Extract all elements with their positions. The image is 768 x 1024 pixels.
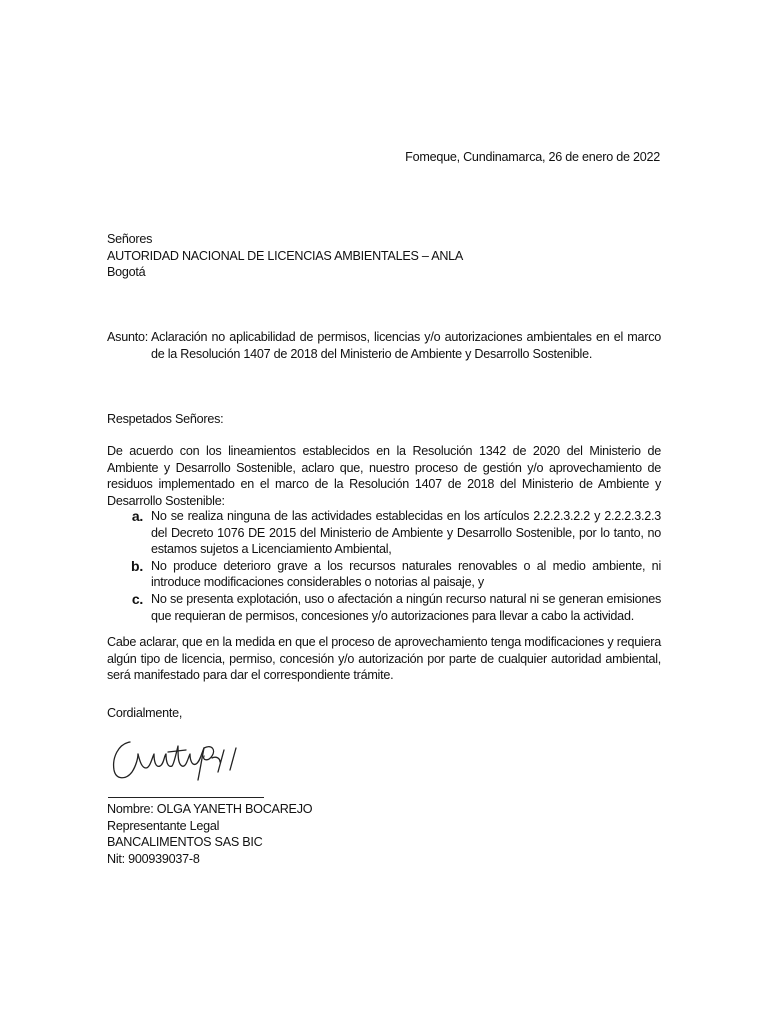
signer-name: Nombre: OLGA YANETH BOCAREJO [107,802,313,816]
list-item-text: No produce deterioro grave a los recursos naturales renovables o al medio ambiente, ni introduce modificaciones considerables o notorias al paisaje, y [151,558,661,590]
recipient-salutation: Señores [107,232,153,246]
intro-paragraph: De acuerdo con los lineamientos establecidos en la Resolución 1342 de 2020 del Ministerio de Ambiente y Desarrollo Sostenible, aclaro que, nuestro proceso de gestión y/o aprovechamiento de residuos implementado en el marco de la Resolución 1407 de 2018 del Ministerio de Ambiente y Desarrollo Sostenible: [107,444,661,508]
list-item-letter: b. [131,557,143,574]
list-item-letter: c. [131,590,143,607]
recipient-city: Bogotá [107,265,146,280]
letter-date: Fomeque, Cundinamarca, 26 de enero de 2022 [405,150,660,164]
signature-line [108,797,264,798]
recipient-block [107,231,661,281]
signer-company: BANCALIMENTOS SAS BIC [107,835,263,850]
signer-role: Representante Legal [107,818,220,833]
list-item [107,558,661,591]
closing-paragraph: Cabe aclarar, que en la medida en que el proceso de aprovechamiento tenga modificaciones y requiera algún tipo de licencia, permiso, concesión y/o autorización por parte de cualquier autoridad ambiental, será manifestado para dar el correspondiente trámite. [107,635,661,683]
greeting: Respetados Señores: [107,412,224,426]
subject-label: Asunto: [107,330,148,344]
list-item [107,508,661,558]
list-item-text: No se realiza ninguna de las actividades establecidas en los artículos 2.2.2.3.2.2 y 2.2.2.3.2.3 del Decreto 1076 DE 2015 del Ministerio de Ambiente y Desarrollo Sostenible, por lo tanto, no estamos sujetos a Licenciamiento Ambiental, [151,509,661,557]
conditions-list [107,508,661,624]
recipient-organization: AUTORIDAD NACIONAL DE LICENCIAS AMBIENTALES – ANLA [107,248,464,263]
subject-block [107,329,661,362]
signer-block [107,801,661,867]
handwritten-signature [108,728,268,790]
signer-nit: Nit: 900939037-8 [107,851,200,866]
list-item-letter: a. [131,508,143,524]
farewell: Cordialmente, [107,706,183,720]
list-item-text: No se presenta explotación, uso o afectación a ningún recurso natural ni se generan emisiones que requieran de permisos, concesiones y/o autorizaciones para llevar a cabo la actividad. [151,591,661,623]
subject-text: Aclaración no aplicabilidad de permisos, licencias y/o autorizaciones ambientales en el marco de la Resolución 1407 de 2018 del Ministerio de Ambiente y Desarrollo Sostenible. [151,330,661,361]
list-item [107,591,661,624]
